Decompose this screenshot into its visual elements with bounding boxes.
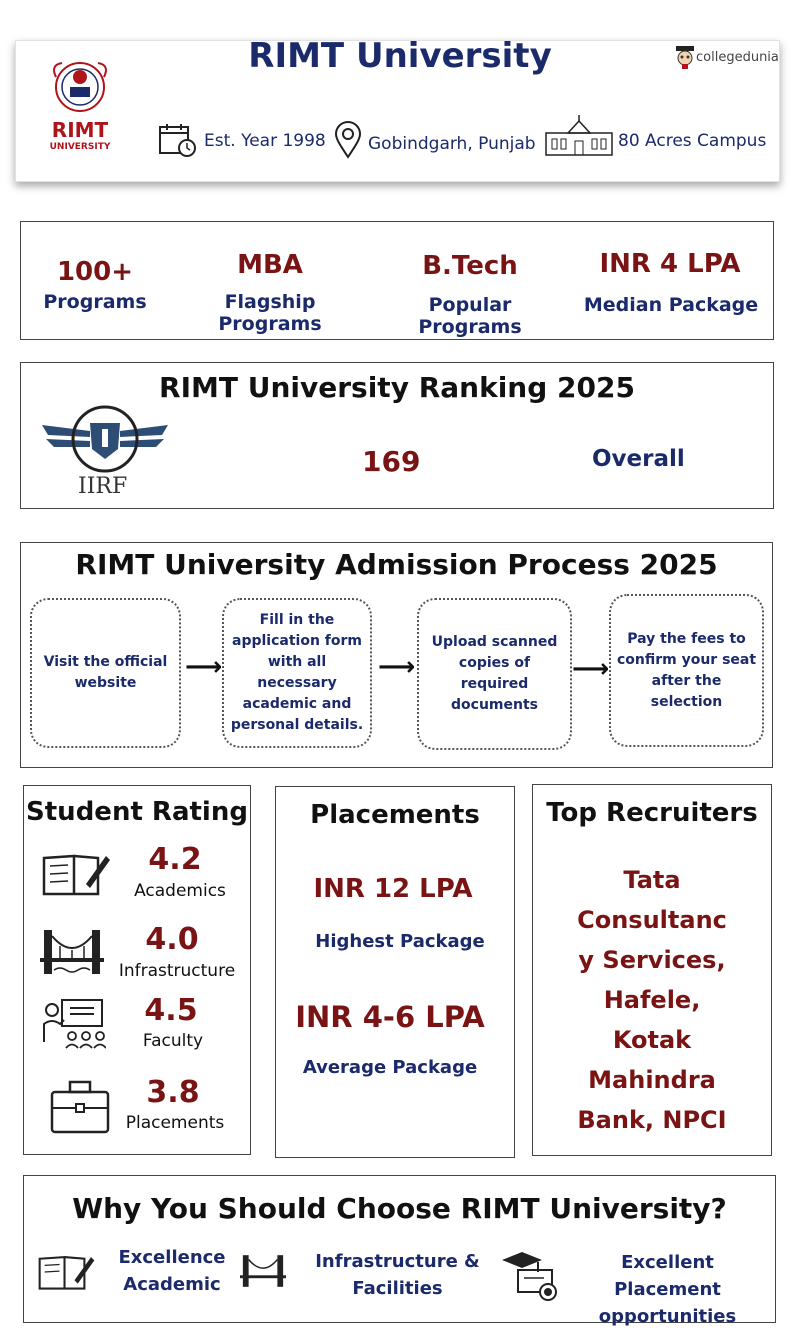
logo-wordmark: RIMT <box>51 118 109 142</box>
location-text: Gobindgarh, Punjab <box>368 134 536 154</box>
iirf-label: IIRF <box>78 474 128 499</box>
arrow-right-icon: ⟶ <box>185 652 223 682</box>
why-placement: Excellent Placement opportunities <box>598 1252 737 1327</box>
admission-step-2: Fill in the application form with all necessary academic and personal details. <box>222 598 372 748</box>
stat-programs-label: Programs <box>43 291 147 313</box>
bridge-icon <box>240 1252 286 1294</box>
location-pin-icon <box>334 121 362 163</box>
teacher-icon <box>42 998 106 1054</box>
highest-package-label: Highest Package <box>315 931 485 952</box>
book-icon <box>42 850 112 902</box>
campus-building-icon <box>544 115 614 161</box>
rating-infrastructure-label: Infrastructure <box>118 961 236 981</box>
stat-programs-value: 100+ <box>56 257 134 287</box>
placements-panel <box>275 786 515 1158</box>
iirf-eagle-icon <box>40 405 170 481</box>
why-infrastructure: Infrastructure & Facilities <box>315 1251 480 1299</box>
average-package-value: INR 4-6 LPA <box>295 1000 485 1034</box>
admission-step-1: Visit the official website <box>30 598 181 748</box>
rating-faculty-value: 4.5 <box>144 993 198 1028</box>
rating-infrastructure-value: 4.0 <box>145 922 199 957</box>
briefcase-icon <box>50 1078 110 1140</box>
rank-value: 169 <box>362 445 421 478</box>
stat-median-value: INR 4 LPA <box>599 249 741 279</box>
bridge-icon <box>40 926 104 982</box>
ranking-title: RIMT University Ranking 2025 <box>159 371 635 404</box>
logo-subtitle: UNIVERSITY <box>49 142 111 152</box>
stat-popular-value: B.Tech <box>422 251 518 281</box>
rating-faculty-label: Faculty <box>142 1031 204 1051</box>
why-academic: Excellence Academic <box>118 1247 226 1295</box>
admission-title: RIMT University Admission Process 2025 <box>75 548 718 581</box>
placements-title: Placements <box>310 800 480 830</box>
recruiter-line: y Services, <box>578 946 726 974</box>
page-title: RIMT University <box>248 36 552 76</box>
rating-academics-label: Academics <box>134 881 226 901</box>
recruiter-line: Consultanc <box>577 906 727 934</box>
admission-step-3: Upload scanned copies of required documents <box>417 598 572 750</box>
rank-category: Overall <box>592 446 685 472</box>
admission-step-4: Pay the fees to confirm your seat after the selection <box>609 594 764 747</box>
student-rating-title: Student Rating <box>26 797 248 827</box>
graduation-certificate-icon <box>500 1248 566 1308</box>
stat-flagship-label: Flagship Programs <box>218 291 322 335</box>
stat-median-label: Median Package <box>583 294 759 316</box>
recruiters-title: Top Recruiters <box>546 798 758 828</box>
recruiter-line: Tata <box>623 866 681 894</box>
arrow-right-icon: ⟶ <box>572 654 610 684</box>
recruiter-line: Bank, NPCI <box>577 1106 727 1134</box>
stat-popular-label: Popular Programs <box>418 294 522 338</box>
calendar-icon <box>158 122 198 162</box>
recruiter-line: Hafele, <box>603 986 701 1014</box>
average-package-label: Average Package <box>302 1057 478 1078</box>
emblem-icon <box>40 55 120 119</box>
highest-package-value: INR 12 LPA <box>313 874 473 904</box>
brand-label: collegedunia <box>696 50 779 65</box>
recruiters-list <box>532 860 772 1140</box>
rating-placements-label: Placements <box>125 1113 225 1133</box>
campus-size: 80 Acres Campus <box>618 131 767 151</box>
stat-flagship-value: MBA <box>237 250 303 280</box>
why-title: Why You Should Choose RIMT University? <box>72 1192 727 1225</box>
established-year: Est. Year 1998 <box>204 131 326 151</box>
arrow-right-icon: ⟶ <box>378 652 416 682</box>
book-icon <box>38 1252 96 1296</box>
recruiter-line: Mahindra <box>588 1066 716 1094</box>
rating-placements-value: 3.8 <box>146 1075 200 1110</box>
collegedunia-icon <box>674 44 696 74</box>
recruiter-line: Kotak <box>612 1026 692 1054</box>
rating-academics-value: 4.2 <box>148 842 202 877</box>
